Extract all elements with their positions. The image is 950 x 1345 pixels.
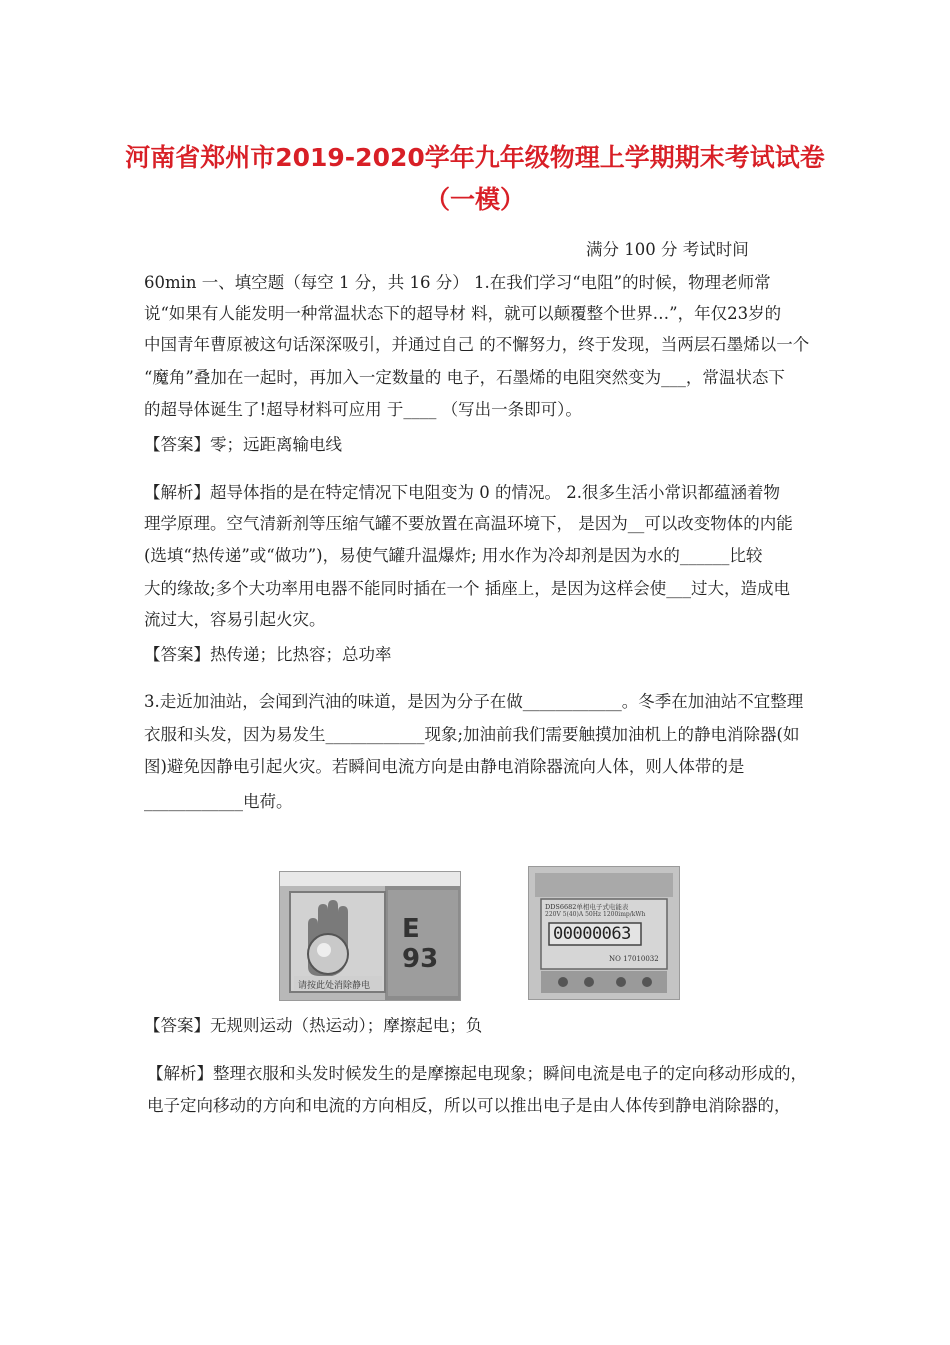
text-line: ____________电荷。 xyxy=(144,792,293,811)
meter-reading: 00000063 xyxy=(553,924,631,944)
document-title: 河南省郑州市2019-2020学年九年级物理上学期期末考试试卷 xyxy=(125,143,825,172)
text-line: “魔角”叠加在一起时，再加入一定数量的 电子，石墨烯的电阻突然变为___，常温状态下 xyxy=(144,368,785,387)
text-line: (选填“热传递”或“做功”)，易使气罐升温爆炸; 用水作为冷却剂是因为水的______比较 xyxy=(144,546,763,565)
static-eliminator-photo xyxy=(279,871,461,1001)
text-line: 【解析】整理衣服和头发时候发生的是摩擦起电现象；瞬间电流是电子的定向移动形成的， xyxy=(147,1064,807,1083)
answer-1: 【答案】零；远距离输电线 xyxy=(144,435,342,454)
meter-header: DDS6682单相电子式电能表 xyxy=(545,903,629,911)
meter-specs: 220V 5(40)A 50Hz 1200imp/kWh xyxy=(545,911,646,918)
text-line: 流过大，容易引起火灾。 xyxy=(144,610,326,629)
pump-label: E 93 xyxy=(402,914,439,974)
text-line: 理学原理。空气清新剂等压缩气罐不要放置在高温环境下， 是因为__可以改变物体的内能 xyxy=(144,514,793,533)
answer-2: 【答案】热传递；比热容；总功率 xyxy=(144,645,392,664)
document-subtitle: （一模） xyxy=(424,185,525,214)
photo1-caption: 请按此处消除静电 xyxy=(298,981,371,991)
text-line: 衣服和头发，因为易发生____________现象;加油前我们需要触摸加油机上的静电消除器(如 xyxy=(144,725,800,744)
energy-meter-photo xyxy=(528,866,680,1000)
text-line: 3.走近加油站，会闻到汽油的味道，是因为分子在做____________。冬季在加油站不宜整理 xyxy=(144,692,804,711)
text-line: 中国青年曹原被这句话深深吸引，并通过自己 的不懈努力，终于发现，当两层石墨烯以一个 xyxy=(144,335,810,354)
text-line: 的超导体诞生了!超导材料可应用 于____ （写出一条即可）。 xyxy=(144,400,582,419)
text-line: 电子定向移动的方向和电流的方向相反，所以可以推出电子是由人体传到静电消除器的， xyxy=(147,1096,791,1115)
meter-serial: NO 17010032 xyxy=(609,955,659,963)
text-line: 60min 一、填空题（每空 1 分，共 16 分） 1.在我们学习“电阻”的时候，物理老师常 xyxy=(144,273,771,292)
answer-3: 【答案】无规则运动（热运动）；摩擦起电；负 xyxy=(144,1016,483,1035)
text-line: 【解析】超导体指的是在特定情况下电阻变为 0 的情况。 2.很多生活小常识都蕴涵着物 xyxy=(144,483,780,502)
exam-meta: 满分 100 分 考试时间 xyxy=(586,240,749,259)
text-line: 图)避免因静电引起火灾。若瞬间电流方向是由静电消除器流向人体，则人体带的是 xyxy=(144,757,745,776)
text-line: 说“如果有人能发明一种常温状态下的超导材 料，就可以颠覆整个世界…”，年仅23岁的 xyxy=(144,304,782,323)
text-line: 大的缘故;多个大功率用电器不能同时插在一个 插座上，是因为这样会使___过大，造成电 xyxy=(144,579,791,598)
